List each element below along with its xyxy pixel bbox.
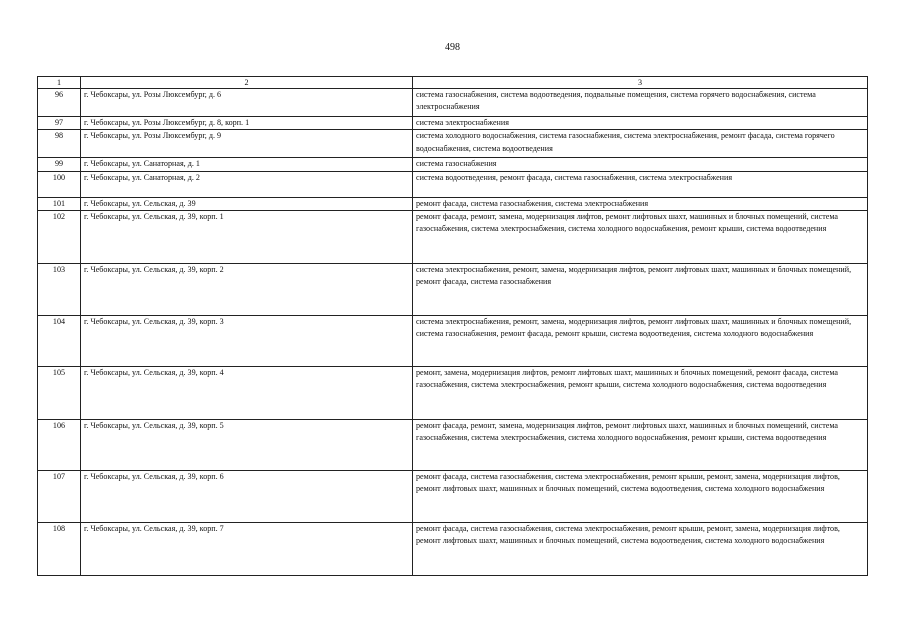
table-row	[38, 419, 868, 470]
row-address: г. Чебоксары, ул. Розы Люксембург, д. 9	[81, 130, 413, 158]
row-number: 103	[38, 263, 81, 315]
row-works: система электроснабжения, ремонт, замена, модернизация лифтов, ремонт лифтовых шахт, машинных и блочных помещений, ремонт фасада, система газоснабжения	[413, 263, 868, 315]
row-number: 101	[38, 197, 81, 210]
row-address: г. Чебоксары, ул. Санаторная, д. 2	[81, 171, 413, 197]
table-row	[38, 210, 868, 263]
table-row	[38, 366, 868, 419]
row-address: г. Чебоксары, ул. Сельская, д. 39, корп. 2	[81, 263, 413, 315]
column-header-3: 3	[413, 77, 868, 89]
table-row	[38, 117, 868, 130]
row-number: 100	[38, 171, 81, 197]
row-works: система электроснабжения	[413, 117, 868, 130]
row-works: ремонт, замена, модернизация лифтов, ремонт лифтовых шахт, машинных и блочных помещений, ремонт фасада, система газоснабжения, система электроснабжения, ремонт крыши, система холодного водоснабжения, система водоотведения	[413, 366, 868, 419]
table-row	[38, 315, 868, 366]
row-address: г. Чебоксары, ул. Розы Люксембург, д. 8, корп. 1	[81, 117, 413, 130]
row-number: 97	[38, 117, 81, 130]
row-address: г. Чебоксары, ул. Сельская, д. 39	[81, 197, 413, 210]
column-header-1: 1	[38, 77, 81, 89]
table-row	[38, 470, 868, 522]
table-header-row	[38, 77, 868, 89]
repair-table	[37, 76, 868, 576]
row-number: 108	[38, 522, 81, 575]
row-address: г. Чебоксары, ул. Сельская, д. 39, корп. 1	[81, 210, 413, 263]
row-number: 96	[38, 89, 81, 117]
row-number: 98	[38, 130, 81, 158]
table-row	[38, 130, 868, 158]
row-works: система электроснабжения, ремонт, замена, модернизация лифтов, ремонт лифтовых шахт, машинных и блочных помещений, система газоснабжения, ремонт фасада, ремонт крыши, система водоотведения, система холодного водоснабжения	[413, 315, 868, 366]
row-works: ремонт фасада, ремонт, замена, модернизация лифтов, ремонт лифтовых шахт, машинных и блочных помещений, система газоснабжения, система электроснабжения, система холодного водоснабжения, ремонт крыши, система водоотведения	[413, 419, 868, 470]
table-row	[38, 263, 868, 315]
row-works: система газоснабжения, система водоотведения, подвальные помещения, система горячего водоснабжения, система электроснабжения	[413, 89, 868, 117]
page-number: 498	[445, 42, 460, 53]
row-number: 99	[38, 158, 81, 171]
table-row	[38, 158, 868, 171]
table-row	[38, 171, 868, 197]
row-number: 106	[38, 419, 81, 470]
table-row	[38, 197, 868, 210]
row-address: г. Чебоксары, ул. Санаторная, д. 1	[81, 158, 413, 171]
row-number: 105	[38, 366, 81, 419]
row-address: г. Чебоксары, ул. Розы Люксембург, д. 6	[81, 89, 413, 117]
row-address: г. Чебоксары, ул. Сельская, д. 39, корп. 6	[81, 470, 413, 522]
row-works: система водоотведения, ремонт фасада, система газоснабжения, система электроснабжения	[413, 171, 868, 197]
row-address: г. Чебоксары, ул. Сельская, д. 39, корп. 5	[81, 419, 413, 470]
row-works: ремонт фасада, система газоснабжения, система электроснабжения, ремонт крыши, ремонт, замена, модернизация лифтов, ремонт лифтовых шахт, машинных и блочных помещений, система водоотведения, система холодного водоснабжения	[413, 522, 868, 575]
row-number: 107	[38, 470, 81, 522]
table-row	[38, 89, 868, 117]
row-address: г. Чебоксары, ул. Сельская, д. 39, корп. 3	[81, 315, 413, 366]
row-number: 104	[38, 315, 81, 366]
row-number: 102	[38, 210, 81, 263]
table-row	[38, 522, 868, 575]
row-works: система газоснабжения	[413, 158, 868, 171]
row-works: ремонт фасада, ремонт, замена, модернизация лифтов, ремонт лифтовых шахт, машинных и блочных помещений, система газоснабжения, система электроснабжения, система холодного водоснабжения, ремонт крыши, система водоотведения	[413, 210, 868, 263]
column-header-2: 2	[81, 77, 413, 89]
row-address: г. Чебоксары, ул. Сельская, д. 39, корп. 7	[81, 522, 413, 575]
row-works: система холодного водоснабжения, система газоснабжения, система электроснабжения, ремонт фасада, система горячего водоснабжения, система водоотведения	[413, 130, 868, 158]
row-works: ремонт фасада, система газоснабжения, система электроснабжения	[413, 197, 868, 210]
row-works: ремонт фасада, система газоснабжения, система электроснабжения, ремонт крыши, ремонт, замена, модернизация лифтов, ремонт лифтовых шахт, машинных и блочных помещений, система водоотведения, система холодного водоснабжения	[413, 470, 868, 522]
row-address: г. Чебоксары, ул. Сельская, д. 39, корп. 4	[81, 366, 413, 419]
